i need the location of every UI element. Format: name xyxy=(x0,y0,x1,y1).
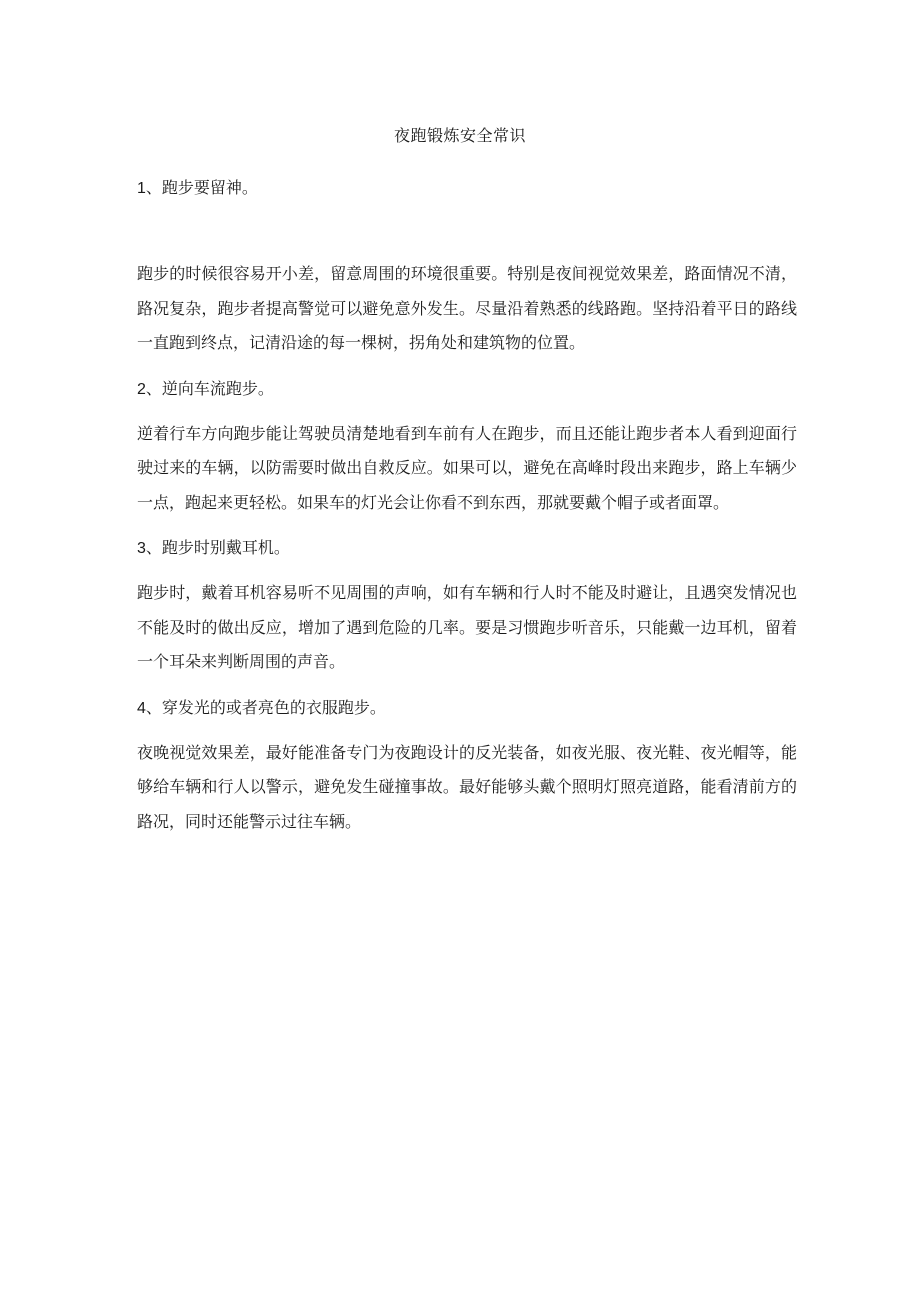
section-heading-4 xyxy=(137,696,797,721)
section-heading-text: 、跑步时别戴耳机。 xyxy=(145,538,290,557)
section-paragraph-1: 跑步的时候很容易开小差，留意周围的环境很重要。特别是夜间视觉效果差，路面情况不清，路况复杂，跑步者提高警觉可以避免意外发生。尽量沿着熟悉的线路跑。坚持沿着平日的路线一直跑到终点，记清沿途的每一棵树，拐角处和建筑物的位置。 xyxy=(137,264,797,352)
section-heading-text: 、逆向车流跑步。 xyxy=(145,378,274,398)
section-heading-text: 、穿发光的或者亮色的衣服跑步。 xyxy=(145,697,386,717)
section-heading-3 xyxy=(137,536,797,561)
section-number: 3 xyxy=(137,540,146,557)
section-heading-2 xyxy=(137,377,797,402)
section-paragraph-3: 跑步时，戴着耳机容易听不见周围的声响，如有车辆和行人时不能及时避让，且遇突发情况也不能及时的做出反应，增加了遇到危险的几率。要是习惯跑步听音乐，只能戴一边耳机，留着一个耳朵来判断周围的声音。 xyxy=(137,583,797,671)
section-number: 2 xyxy=(137,380,146,398)
section-heading-text: 、跑步要留神。 xyxy=(145,178,258,197)
section-number: 1 xyxy=(137,180,146,197)
document-body xyxy=(137,176,797,839)
document-title: 夜跑锻炼安全常识 xyxy=(393,126,526,145)
section-number: 4 xyxy=(137,699,146,717)
section-heading-1 xyxy=(137,176,797,201)
section-paragraph-2: 逆着行车方向跑步能让驾驶员清楚地看到车前有人在跑步，而且还能让跑步者本人看到迎面行驶过来的车辆，以防需要时做出自救反应。如果可以，避免在高峰时段出来跑步，路上车辆少一点，跑起来更轻松。如果车的灯光会让你看不到东西，那就要戴个帽子或者面罩。 xyxy=(137,423,797,512)
section-paragraph-4: 夜晚视觉效果差，最好能准备专门为夜跑设计的反光装备，如夜光服、夜光鞋、夜光帽等，能够给车辆和行人以警示，避免发生碰撞事故。最好能够头戴个照明灯照亮道路，能看清前方的路况，同时还能警示过往车辆。 xyxy=(137,742,797,831)
